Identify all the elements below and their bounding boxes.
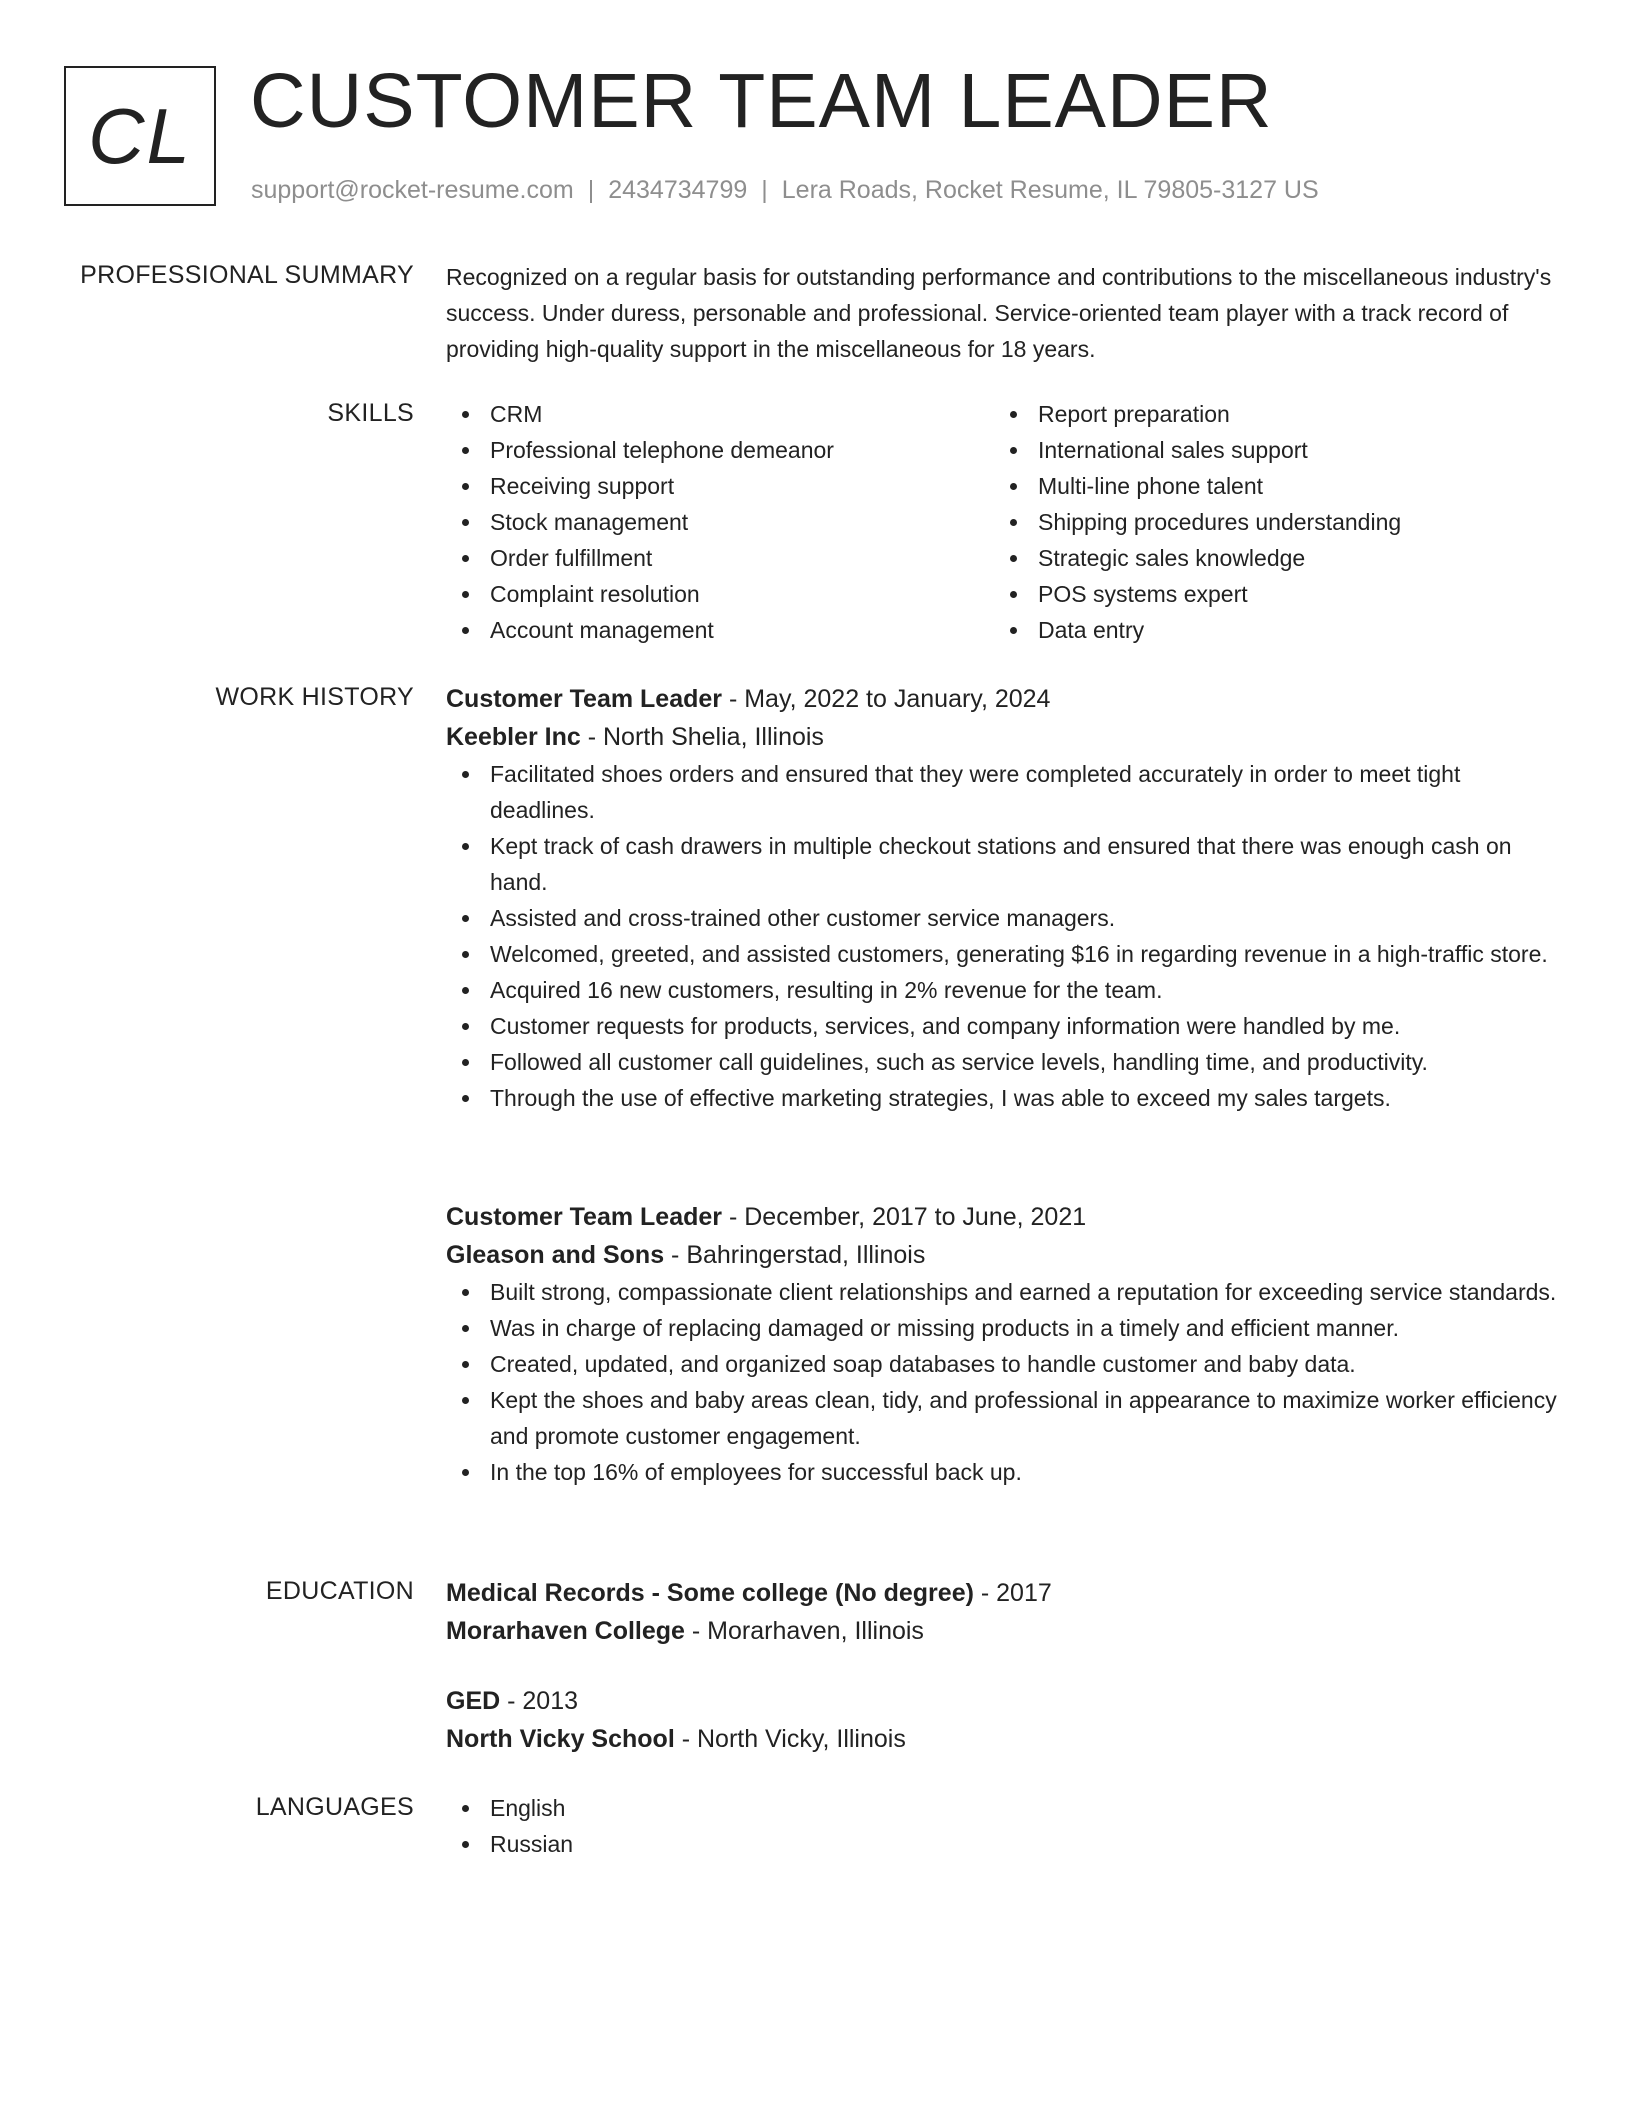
- skills-list-left: [446, 396, 994, 648]
- contact-address: Lera Roads, Rocket Resume, IL 79805-3127 US: [781, 176, 1319, 204]
- education-entry: [446, 1574, 1566, 1650]
- education-degree-line: [446, 1682, 1566, 1720]
- language-item: Russian: [446, 1826, 1566, 1862]
- job-title: Customer Team Leader: [446, 685, 723, 713]
- skill-item: Complaint resolution: [446, 576, 994, 612]
- job-duty-item: Facilitated shoes orders and ensured that they were completed accurately in order to meet tight deadlines.: [446, 756, 1566, 828]
- skill-item: Report preparation: [994, 396, 1542, 432]
- education-year: - 2017: [973, 1579, 1052, 1607]
- job-duty-item: Was in charge of replacing damaged or missing products in a timely and efficient manner.: [446, 1310, 1566, 1346]
- skills-body: [446, 396, 1566, 648]
- job-company: Gleason and Sons: [446, 1241, 665, 1269]
- job-entry: [446, 680, 1566, 1116]
- contact-email[interactable]: support@rocket-resume.com: [251, 176, 574, 204]
- education-entry: [446, 1682, 1566, 1758]
- skill-item: Stock management: [446, 504, 994, 540]
- job-duty-item: Built strong, compassionate client relationships and earned a reputation for exceeding service standards.: [446, 1274, 1566, 1310]
- languages-body: [446, 1790, 1566, 1862]
- job-location: - North Shelia, Illinois: [580, 723, 824, 751]
- job-duties-list: [446, 756, 1566, 1116]
- section-label-work-history: WORK HISTORY: [215, 683, 414, 711]
- monogram-badge: [64, 66, 216, 206]
- education-degree: Medical Records - Some college (No degree): [446, 1579, 974, 1607]
- education-school: Morarhaven College: [446, 1617, 685, 1645]
- language-item: English: [446, 1790, 1566, 1826]
- job-duty-item: Through the use of effective marketing strategies, I was able to exceed my sales targets.: [446, 1080, 1566, 1116]
- job-duty-item: Welcomed, greeted, and assisted customers, generating $16 in regarding revenue in a high-traffic store.: [446, 936, 1566, 972]
- resume-title: CUSTOMER TEAM LEADER: [250, 58, 1273, 144]
- job-entry: [446, 1198, 1566, 1490]
- job-duty-item: Kept track of cash drawers in multiple checkout stations and ensured that there was enough cash on hand.: [446, 828, 1566, 900]
- job-duty-item: In the top 16% of employees for successful back up.: [446, 1454, 1566, 1490]
- skill-item: Shipping procedures understanding: [994, 504, 1542, 540]
- skill-item: Order fulfillment: [446, 540, 994, 576]
- skills-list-right: [994, 396, 1542, 648]
- job-company: Keebler Inc: [446, 723, 581, 751]
- education-location: - North Vicky, Illinois: [674, 1725, 906, 1753]
- skill-item: Strategic sales knowledge: [994, 540, 1542, 576]
- contact-line: [251, 174, 1319, 206]
- contact-phone[interactable]: 2434734799: [608, 176, 748, 204]
- contact-separator: |: [761, 176, 768, 204]
- contact-separator: |: [587, 176, 595, 204]
- job-location: - Bahringerstad, Illinois: [664, 1241, 926, 1269]
- section-label-languages: LANGUAGES: [255, 1793, 414, 1821]
- job-duty-item: Assisted and cross-trained other customer service managers.: [446, 900, 1566, 936]
- skill-item: Multi-line phone talent: [994, 468, 1542, 504]
- education-school-line: [446, 1612, 1566, 1650]
- job-duties-list: [446, 1274, 1566, 1490]
- job-title-line: [446, 680, 1566, 718]
- skill-item: International sales support: [994, 432, 1542, 468]
- skill-item: POS systems expert: [994, 576, 1542, 612]
- skill-item: Account management: [446, 612, 994, 648]
- section-label-education: EDUCATION: [265, 1577, 414, 1605]
- education-degree-line: [446, 1574, 1566, 1612]
- job-duty-item: Customer requests for products, services, and company information were handled by me.: [446, 1008, 1566, 1044]
- education-location: - Morarhaven, Illinois: [684, 1617, 924, 1645]
- education-year: - 2013: [500, 1687, 579, 1715]
- job-duty-item: Kept the shoes and baby areas clean, tidy, and professional in appearance to maximize worker efficiency and promote customer engagement.: [446, 1382, 1566, 1454]
- monogram-initials: CL: [88, 91, 192, 180]
- job-title-line: [446, 1198, 1566, 1236]
- job-dates: - May, 2022 to January, 2024: [722, 685, 1051, 713]
- job-title: Customer Team Leader: [446, 1203, 723, 1231]
- skill-item: Professional telephone demeanor: [446, 432, 994, 468]
- education-school: North Vicky School: [446, 1725, 675, 1753]
- skill-item: Data entry: [994, 612, 1542, 648]
- job-duty-item: Created, updated, and organized soap databases to handle customer and baby data.: [446, 1346, 1566, 1382]
- job-company-line: [446, 1236, 1566, 1274]
- education-school-line: [446, 1720, 1566, 1758]
- summary-text: Recognized on a regular basis for outstanding performance and contributions to the miscellaneous industry's success. Under duress, personable and professional. Service-oriented team player with a track record of providing high-quality support in the miscellaneous for 18 years.: [446, 264, 1552, 362]
- section-label-skills: SKILLS: [327, 399, 414, 427]
- skill-item: Receiving support: [446, 468, 994, 504]
- education-degree: GED: [446, 1687, 501, 1715]
- languages-list: [446, 1790, 1566, 1862]
- job-duty-item: Acquired 16 new customers, resulting in 2% revenue for the team.: [446, 972, 1566, 1008]
- job-duty-item: Followed all customer call guidelines, such as service levels, handling time, and productivity.: [446, 1044, 1566, 1080]
- skill-item: CRM: [446, 396, 994, 432]
- job-dates: - December, 2017 to June, 2021: [722, 1203, 1087, 1231]
- section-label-summary: PROFESSIONAL SUMMARY: [80, 261, 414, 289]
- job-company-line: [446, 718, 1566, 756]
